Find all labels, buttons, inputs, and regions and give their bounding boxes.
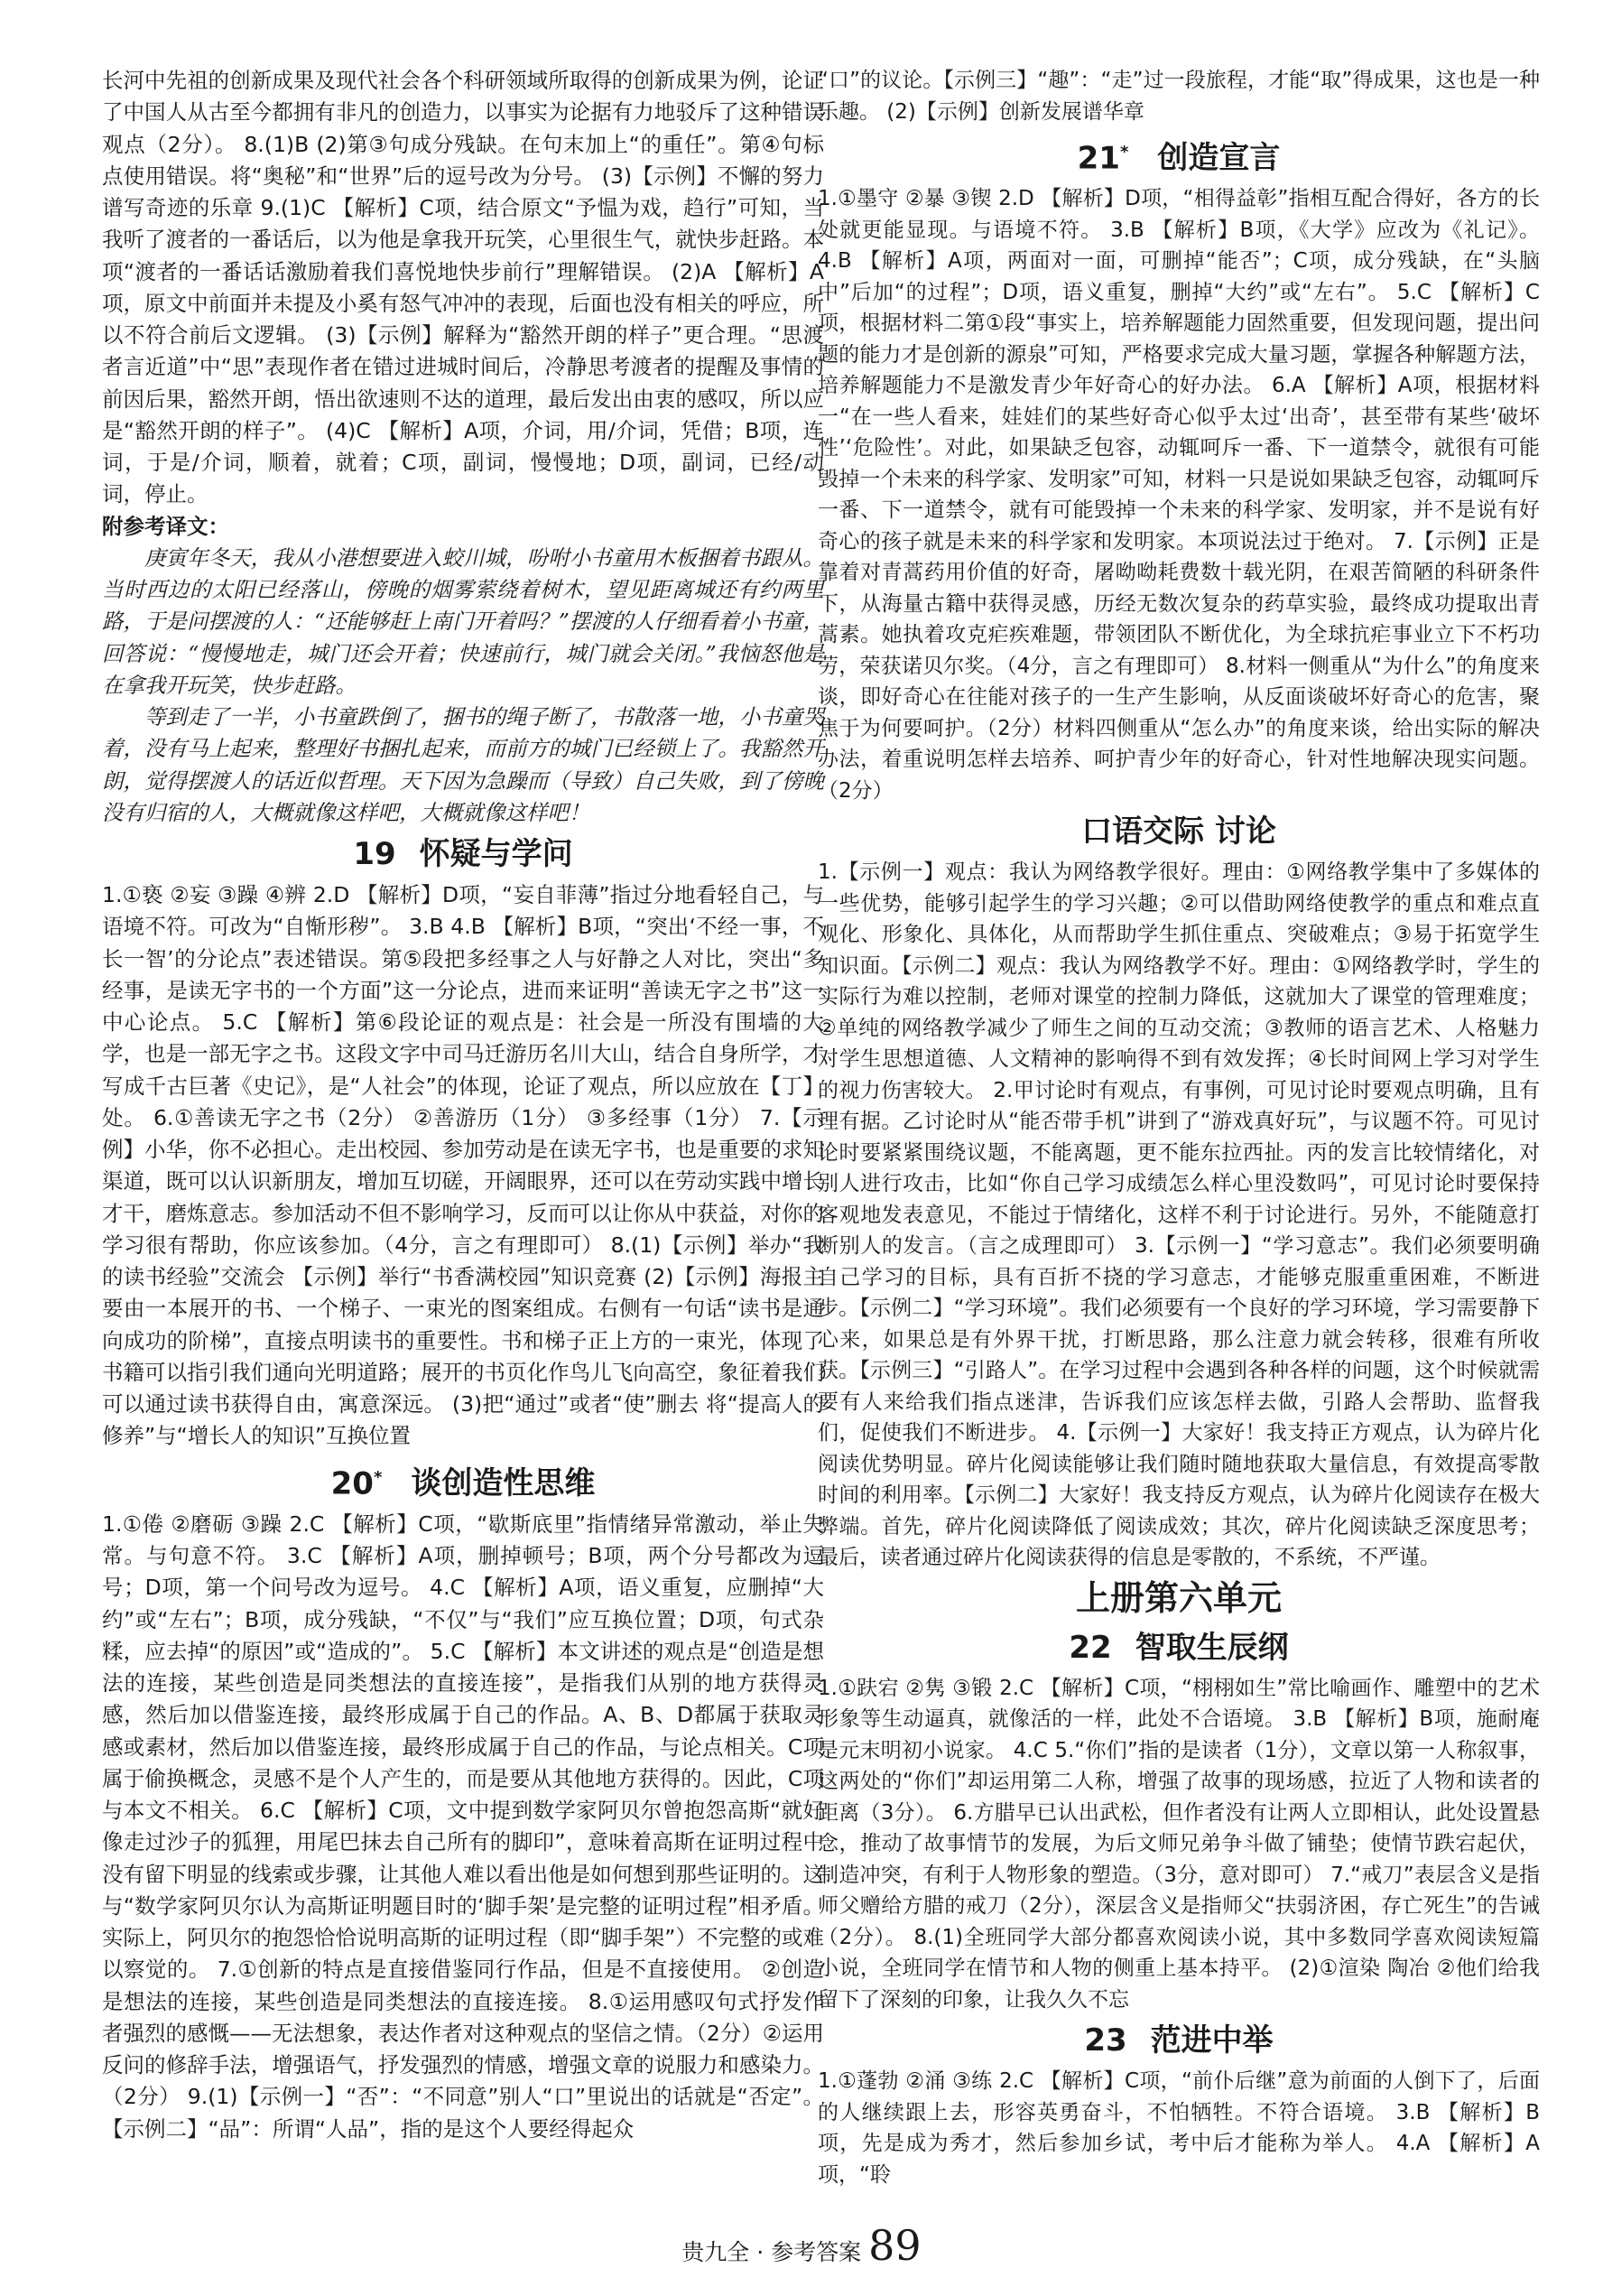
section-22-answers: 1.①趺宕 ②隽 ③锻 2.C 【解析】C项，“栩栩如生”常比喻画作、雕塑中的艺术形象等生动逼真，就像活的一样，此处不合语境。 3.B 【解析】B项，施耐庵是元末明初小说家。 4.C 5.“你们”指的是读者（1分），文章以第一人称叙事，这两处的“你们”却运用第二人称，增强了故事的现场感，拉近了人物和读者的距离（3分）。 6.方腊早已认出武松，但作者没有让两人立即相认，此处设置悬念，推动了故事情节的发展，为后文师兄弟争斗做了铺垫；使情节跌宕起伏，制造冲突，有利于人物形象的塑造。（3分，意对即可） 7.“戒刀”表层含义是指师父赠给方腊的戒刀（2分），深层含义是指师父“扶弱济困，存亡死生”的告诫（2分）。 8.(1)全班同学大部分都喜欢阅读小说，其中多数同学喜欢阅读短篇小说，全班同学在情节和人物的侧重上基本持平。 (2)①渲染 陶冶 ②他们给我留下了深刻的印象，让我久久不忘 — [818, 1676, 1540, 2012]
section-19-answers: 1.①亵 ②妄 ③躁 ④辨 2.D 【解析】D项，“妄自菲薄”指过分地看轻自己，与语境不符。可改为“自惭形秽”。 3.B 4.B 【解析】B项，“突出‘不经一事，不长一智’的分论点”表述错误。第⑤段把多经事之人与好静之人对比，突出“多经事，是读无字书的一个方面”这一分论点，进而来证明“善读无字之书”这一中心论点。 5.C 【解析】第⑥段论证的观点是：社会是一所没有围墙的大学，也是一部无字之书。这段文字中司马迁游历名川大山，结合自身所学，才写成千古巨著《史记》，是“人社会”的体现，论证了观点，所以应放在【丁】处。 6.①善读无字之书（2分） ②善游历（1分） ③多经事（1分） 7.【示例】小华，你不必担心。走出校园、参加劳动是在读无字书，也是重要的求知渠道，既可以认识新朋友，增加互切磋，开阔眼界，还可以在劳动实践中增长才干，磨炼意志。参加活动不但不影响学习，反而可以让你从中获益，对你的学习很有帮助，你应该参加。（4分，言之有理即可） 8.(1)【示例】举办“我的读书经验”交流会 【示例】举行“书香满校园”知识竞赛 (2)【示例】海报主要由一本展开的书、一个梯子、一束光的图案组成。右侧有一句话“读书是通向成功的阶梯”，直接点明读书的重要性。书和梯子正上方的一束光，体现了书籍可以指引我们通向光明道路；展开的书页化作鸟儿飞向高空，象征着我们可以通过读书获得自由，寓意深远。 (3)把“通过”或者“使”删去 将“提高人的修养”与“增长人的知识”互换位置 — [102, 882, 824, 1449]
section-20-heading — [102, 1455, 824, 1507]
translation-paragraph-2: 等到走了一半，小书童跌倒了，捆书的绳子断了，书散落一地，小书童哭着，没有马上起来，整理好书捆扎起来，而前方的城门已经锁上了。我豁然开朗，觉得摆渡人的话近似哲理。天下因为急躁而（导致）自己失败，到了傍晚没有归宿的人，大概就像这样吧，大概就像这样吧！ — [102, 704, 824, 825]
star-mark: * — [373, 1467, 383, 1487]
section-23-answers: 1.①蓬勃 ②涌 ③练 2.C 【解析】C项，“前仆后继”意为前面的人倒下了，后面的人继续跟上去，形容英勇奋斗，不怕牺牲。不符合语境。 3.B 【解析】B项，先是成为秀才，然后参加乡试，考中后才能称为举人。 4.A 【解析】A项，“聆 — [818, 2069, 1540, 2187]
left-column — [102, 65, 824, 2145]
translation-paragraph-1: 庚寅年冬天，我从小港想要进入蛟川城，吩咐小书童用木板捆着书跟从。当时西边的太阳已经落山，傍晚的烟雾萦绕着树木，望见距离城还有约两里路，于是问摆渡的人：“还能够赶上南门开着吗？”摆渡的人仔细看着小书童，回答说：“慢慢地走，城门还会开着；快速前行，城门就会关闭。”我恼怒他是在拿我开玩笑，快步赶路。 — [102, 544, 824, 698]
section-number: 19 — [353, 836, 396, 872]
page-footer — [0, 2221, 1603, 2270]
section-title: 智取生辰纲 — [1135, 1629, 1289, 1666]
section-19-heading — [102, 831, 824, 878]
section-22-heading — [818, 1624, 1540, 1671]
page-number: 89 — [868, 2221, 922, 2270]
section-number: 20 — [330, 1464, 374, 1501]
section-number: 22 — [1069, 1629, 1112, 1666]
oral-section-heading: 口语交际 讨论 — [1081, 813, 1276, 851]
section-21-heading — [818, 129, 1540, 181]
section-21-answers: 1.①墨守 ②暴 ③锲 2.D 【解析】D项，“相得益彰”指相互配合得好，各方的长处就更能显现。与语境不符。 3.B 【解析】B项，《大学》应改为《礼记》。 4.B 【解析】A项，两面对一面，可删掉“能否”；C项，成分残缺，在“头脑中”后加“的过程”；D项，语义重复，删掉“大约”或“左右”。 5.C 【解析】C项，根据材料二第①段“事实上，培养解题能力固然重要，但发现问题，提出问题的能力才是创新的源泉”可知，严格要求完成大量习题，掌握各种解题方法，培养解题能力不是激发青少年好奇心的好办法。 6.A 【解析】A项，根据材料一“在一些人看来，娃娃们的某些好奇心似乎太过‘出奇’，甚至带有某些‘破坏性’‘危险性’。对此，如果缺乏包容，动辄呵斥一番、下一道禁令，就很有可能毁掉一个未来的科学家、发明家”可知，材料一只是说如果缺乏包容，动辄呵斥一番、下一道禁令，就有可能毁掉一个未来的科学家、发明家，并不是说有好奇心的孩子就是未来的科学家和发明家。本项说法过于绝对。 7.【示例】正是靠着对青蒿药用价值的好奇，屠呦呦耗费数十载光阴，在艰苦简陋的科研条件下，从海量古籍中获得灵感，历经无数次复杂的药草实验，最终成功提取出青蒿素。她执着攻克疟疾难题，带领团队不断优化，为全球抗疟事业立下不朽功劳，荣获诺贝尔奖。（4分，言之有理即可） 8.材料一侧重从“为什么”的角度来谈，即好奇心在往能对孩子的一生产生影响，从反面谈破坏好奇心的危害，聚焦于为何要呵护。（2分）材料四侧重从“怎么办”的角度来谈，给出实际的解决办法，着重说明怎样去培养、呵护青少年的好奇心，针对性地解决现实问题。（2分） — [818, 187, 1540, 803]
answer-text-continued: 长河中先祖的创新成果及现代社会各个科研领域所取得的创新成果为例，论证了中国人从古至今都拥有非凡的创造力，以事实为论据有力地驳斥了这种错误观点（2分）。 8.(1)B (2)第③句成分残缺。在句末加上“的重任”。第④句标点使用错误。将“奥秘”和“世界”后的逗号改为分号。 (3)【示例】不懈的努力谱写奇迹的乐章 9.(1)C 【解析】C项，结合原文“予愠为戏，趋行”可知，当我听了渡者的一番话后，以为他是拿我开玩笑，心里很生气，就快步赶路。本项“渡者的一番话话激励着我们喜悦地快步前行”理解错误。 (2)A 【解析】A项，原文中前面并未提及小奚有怒气冲冲的表现，后面也没有相关的呼应，所以不符合前后文逻辑。 (3)【示例】解释为“豁然开朗的样子”更合理。“思渡者言近道”中“思”表现作者在错过进城时间后，冷静思考渡者的提醒及事情的前因后果，豁然开朗，悟出欲速则不达的道理，最后发出由衷的感叹，所以应是“豁然开朗的样子”。 (4)C 【解析】A项，介词，用/介词，凭借；B项，连词，于是/介词，顺着，就着；C项，副词，慢慢地；D项，副词，已经/动词，停止。 — [102, 68, 824, 507]
unit-heading: 上册第六单元 — [1075, 1577, 1282, 1618]
section-number: 23 — [1084, 2022, 1127, 2059]
answer-text-continued: “口”的议论。【示例三】“趣”：“走”过一段旅程，才能“取”得成果，这也是一种乐趣。 (2)【示例】创新发展谱华章 — [818, 69, 1540, 124]
section-title: 谈创造性思维 — [411, 1464, 596, 1501]
section-title: 范进中举 — [1150, 2022, 1274, 2059]
oral-section-answers: 1.【示例一】观点：我认为网络教学很好。理由：①网络教学集中了多媒体的一些优势，能够引起学生的学习兴趣；②可以借助网络使教学的重点和难点直观化、形象化、具体化，从而帮助学生抓住重点、突破难点；③易于拓宽学生知识面。【示例二】观点：我认为网络教学不好。理由：①网络教学时，学生的实际行为难以控制，老师对课堂的控制力降低，这就加大了课堂的管理难度；②单纯的网络教学减少了师生之间的互动交流；③教师的语言艺术、人格魅力对学生思想道德、人文精神的影响得不到有效发挥；④长时间网上学习对学生的视力伤害较大。 2.甲讨论时有观点，有事例，可见讨论时要观点明确，且有理有据。乙讨论时从“能否带手机”讲到了“游戏真好玩”，与议题不符。可见讨论时要紧紧围绕议题，不能离题，更不能东拉西扯。丙的发言比较情绪化，对别人进行攻击，比如“你自己学习成绩怎么样心里没数吗”，可见讨论时要保持客观地发表意见，不能过于情绪化，这样不利于讨论进行。另外，不能随意打断别人的发言。（言之成理即可） 3.【示例一】“学习意志”。我们必须要明确自己学习的目标，具有百折不挠的学习意志，才能够克服重重困难，不断进步。【示例二】“学习环境”。我们必须要有一个良好的学习环境，学习需要静下心来，如果总是有外界干扰，打断思路，那么注意力就会转移，很难有所收获。【示例三】“引路人”。在学习过程中会遇到各种各样的问题，这个时候就需要有人来给我们指点迷津，告诉我们应该怎样去做，引路人会帮助、监督我们，促使我们不断进步。 4.【示例一】大家好！我支持正方观点，认为碎片化阅读优势明显。碎片化阅读能够让我们随时随地获取大量信息，有效提高零散时间的利用率。【示例二】大家好！我支持反方观点，认为碎片化阅读存在极大弊端。首先，碎片化阅读降低了阅读成效；其次，碎片化阅读缺乏深度思考；最后，读者通过碎片化阅读获得的信息是零散的，不系统，不严谨。 — [818, 860, 1540, 1570]
footer-text: 贵九全 · 参考答案 — [681, 2239, 862, 2265]
translation-heading: 附参考译文： — [102, 513, 229, 539]
section-23-heading — [818, 2017, 1540, 2064]
star-mark: * — [1119, 143, 1129, 162]
right-column — [818, 65, 1540, 2190]
section-number: 21 — [1077, 140, 1120, 177]
section-20-answers: 1.①倦 ②磨砺 ③躁 2.C 【解析】C项，“歇斯底里”指情绪异常激动，举止失常。与句意不符。 3.C 【解析】A项，删掉顿号；B项，两个分号都改为逗号；D项，第一个问号改为逗号。 4.C 【解析】A项，语义重复，应删掉“大约”或“左右”；B项，成分残缺，“不仅”与“我们”应互换位置；D项，句式杂糅，应去掉“的原因”或“造成的”。 5.C 【解析】本文讲述的观点是“创造是想法的连接，某些创造是同类想法的直接连接”，是指我们从别的地方获得灵感，然后加以借鉴连接，最终形成属于自己的作品。A、B、D都属于获取灵感或素材，然后加以借鉴连接，最终形成属于自己的作品，与论点相关。C项属于偷换概念，灵感不是个人产生的，而是要从其他地方获得的。因此，C项与本文不相关。 6.C 【解析】C项，文中提到数学家阿贝尔曾抱怨高斯“就好像走过沙子的狐狸，用尾巴抹去自己所有的脚印”，意味着高斯在证明过程中没有留下明显的线索或步骤，让其他人难以看出他是如何想到那些证明的。这与“数学家阿贝尔认为高斯证明题目时的‘脚手架’是完整的证明过程”相矛盾。实际上，阿贝尔的抱怨恰恰说明高斯的证明过程（即“脚手架”）不完整的或难以察觉的。 7.①创新的特点是直接借鉴同行作品，但是不直接使用。 ②创造是想法的连接，某些创造是同类想法的直接连接。 8.①运用感叹句式抒发作者强烈的感慨——无法想象，表达作者对这种观点的坚信之情。（2分）②运用反问的修辞手法，增强语气，抒发强烈的情感，增强文章的说服力和感染力。（2分） 9.(1)【示例一】“否”：“不同意”别人“口”里说出的话就是“否定”。【示例二】“品”：所谓“人品”，指的是这个人要经得起众 — [102, 1511, 824, 2142]
section-title: 创造宣言 — [1157, 140, 1281, 177]
section-title: 怀疑与学问 — [419, 836, 573, 872]
